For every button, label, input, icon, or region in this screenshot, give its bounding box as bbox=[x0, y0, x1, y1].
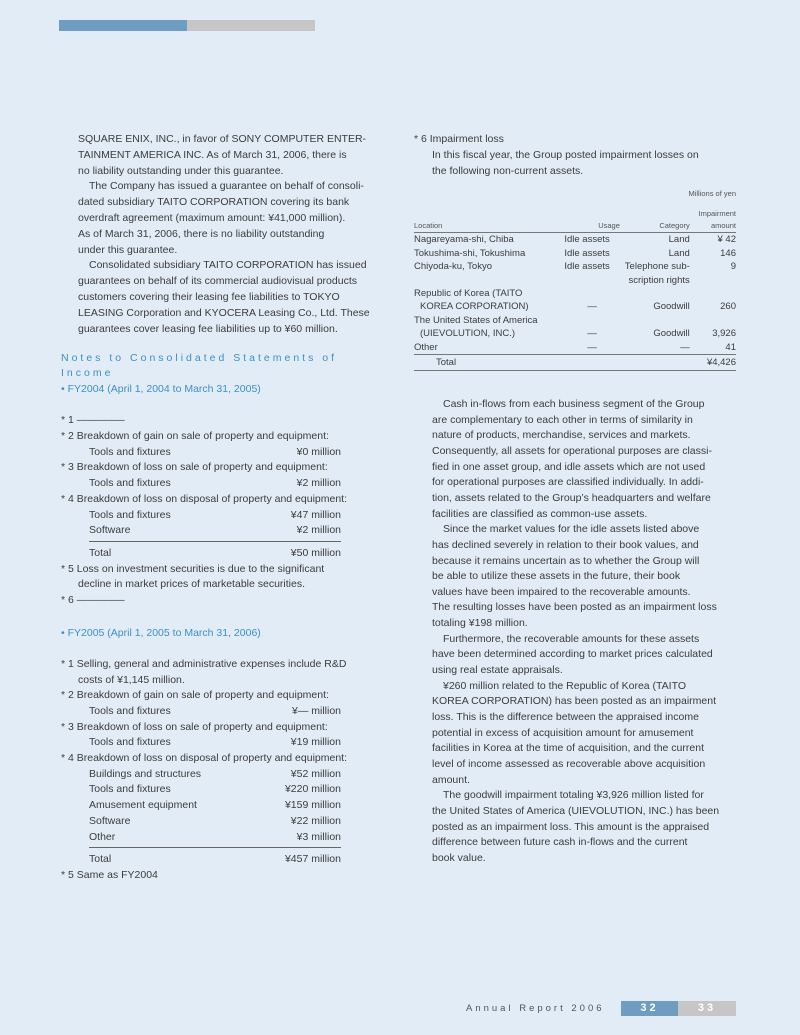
asterisk-icon: * bbox=[61, 594, 66, 607]
table-cell: Goodwill bbox=[653, 301, 690, 313]
intro-line: customers covering their leasing fee liabilities to TOKYO bbox=[78, 290, 340, 303]
body-line: totaling ¥198 million. bbox=[432, 617, 528, 630]
asterisk-icon: * bbox=[61, 562, 66, 575]
body-line: KOREA CORPORATION) has been posted as an impairment bbox=[432, 695, 717, 708]
table-cell: Tokushima-shi, Tokushima bbox=[414, 247, 526, 259]
body-line: Since the market values for the idle assets listed above bbox=[443, 523, 700, 536]
table-cell bbox=[564, 314, 620, 327]
table-cell: (UIEVOLUTION, INC.) bbox=[420, 328, 516, 340]
table-cell: — bbox=[587, 301, 597, 313]
table-cell bbox=[690, 314, 736, 327]
intro-line: TAINMENT AMERICA INC. As of March 31, 2006, there is bbox=[78, 148, 347, 161]
column-header: Location bbox=[414, 208, 564, 233]
note-5: * 5 Loss on investment securities is due to the significant decline in market prices of marketable securities. bbox=[61, 562, 325, 591]
amount-row: Tools and fixtures ¥220 million bbox=[89, 783, 341, 796]
fy2004-heading: • FY2004 (April 1, 2004 to March 31, 2005) bbox=[61, 383, 261, 396]
asterisk-icon: * bbox=[61, 492, 66, 505]
body-line: Consequently, all assets for operational purposes are classi- bbox=[432, 444, 712, 457]
table-cell: The United States of America bbox=[414, 314, 538, 326]
table-cell: — bbox=[587, 328, 597, 340]
body-line: for operational purposes are classified individually. In addi- bbox=[432, 476, 704, 489]
note-4: * 4 Breakdown of loss on disposal of property and equipment: bbox=[61, 751, 363, 767]
note-6: * 6 ———–— bbox=[61, 593, 363, 609]
footer-title: Annual Report 2006 bbox=[466, 1003, 605, 1014]
table-row bbox=[414, 287, 736, 300]
table-cell: 146 bbox=[720, 247, 736, 259]
table-cell bbox=[620, 314, 690, 327]
amount-row: Tools and fixtures ¥19 million bbox=[89, 736, 341, 749]
body-line: have been determined according to market prices calculated bbox=[432, 648, 713, 661]
amount-total-row: Total ¥50 million bbox=[89, 546, 341, 559]
body-line: using real estate appraisals. bbox=[432, 664, 563, 677]
table-cell: Nagareyama-shi, Chiba bbox=[414, 234, 514, 246]
intro-line: Consolidated subsidiary TAITO CORPORATION has issued bbox=[89, 259, 367, 272]
table-cell: — bbox=[680, 341, 690, 353]
note-1: * 1 Selling, general and administrative expenses include R&D costs of ¥1,145 million. bbox=[61, 657, 347, 686]
body-line: are complementary to each other in terms of similarity in bbox=[432, 413, 693, 426]
right-column bbox=[414, 132, 736, 867]
table-cell: 9 bbox=[730, 261, 736, 273]
table-row bbox=[414, 314, 736, 327]
amount-row: Tools and fixtures ¥2 million bbox=[89, 477, 341, 490]
asterisk-icon: * bbox=[414, 133, 419, 145]
body-line: book value. bbox=[432, 851, 486, 864]
intro-line: LEASING Corporation and KYOCERA Leasing Co., Ltd. These bbox=[78, 306, 370, 319]
table-cell: 41 bbox=[725, 341, 736, 353]
body-line: posted as an impairment loss. This amount is the appraised bbox=[432, 820, 710, 833]
table-cell: 3,926 bbox=[712, 328, 736, 340]
table-row bbox=[414, 327, 736, 340]
intro-line: guarantees cover leasing fee liabilities up to ¥60 million. bbox=[78, 322, 338, 335]
amount-row: Tools and fixtures ¥47 million bbox=[89, 508, 341, 521]
note-3: * 3 Breakdown of loss on sale of property and equipment: bbox=[61, 460, 363, 476]
impairment-table bbox=[414, 208, 736, 371]
body-line: be able to utilize these assets in the future, their book bbox=[432, 570, 681, 583]
body-line: the United States of America (UIEVOLUTION, INC.) has been bbox=[432, 805, 720, 818]
table-cell: ¥ 42 bbox=[717, 234, 736, 246]
intro-line: under this guarantee. bbox=[78, 243, 178, 256]
asterisk-icon: * bbox=[61, 752, 66, 765]
table-cell bbox=[564, 287, 620, 300]
body-line: amount. bbox=[432, 773, 470, 786]
table-row bbox=[414, 260, 736, 273]
header-bar-accent bbox=[59, 20, 187, 31]
body-line: The resulting losses have been posted as an impairment loss bbox=[432, 601, 717, 614]
unit-label: Millions of yen bbox=[688, 189, 736, 199]
guarantee-paragraphs bbox=[61, 132, 370, 337]
body-line: fied in one asset group, and idle assets which are not used bbox=[432, 460, 706, 473]
intro-line: guarantees on behalf of its commercial audiovisual products bbox=[78, 275, 357, 288]
amount-row: Buildings and structures ¥52 million bbox=[89, 767, 341, 780]
table-cell: Idle assets bbox=[564, 247, 610, 259]
asterisk-icon: * bbox=[61, 720, 66, 733]
table-cell: Land bbox=[668, 234, 690, 246]
fy2005-heading: • FY2005 (April 1, 2005 to March 31, 2006) bbox=[61, 626, 261, 639]
left-column bbox=[61, 132, 370, 884]
amount-row: Other ¥3 million bbox=[89, 830, 341, 849]
body-line: Furthermore, the recoverable amounts for these assets bbox=[443, 632, 700, 645]
body-line: facilities are classified as common-use assets. bbox=[432, 507, 648, 520]
table-cell bbox=[690, 274, 736, 287]
body-line: level of income assessed as recoverable above acquisition bbox=[432, 758, 706, 771]
impairment-heading: * 6 Impairment loss bbox=[414, 132, 736, 148]
table-cell bbox=[564, 274, 620, 287]
intro-line: As of March 31, 2006, there is no liability outstanding bbox=[78, 227, 325, 240]
impairment-explanation bbox=[414, 397, 736, 867]
body-line: tion, assets related to the Group’s headquarters and welfare bbox=[432, 491, 711, 504]
section-title: Notes to Consolidated Statements of Income bbox=[61, 352, 338, 380]
asterisk-icon: * bbox=[61, 430, 66, 443]
note-1: * 1 ———–— bbox=[61, 413, 363, 429]
table-cell: Idle assets bbox=[564, 234, 610, 246]
body-line: potential in excess of acquisition amount for amusement bbox=[432, 726, 694, 739]
note-5: * 5 Same as FY2004 bbox=[61, 868, 363, 884]
column-header: Usage bbox=[564, 208, 620, 233]
table-row bbox=[414, 274, 736, 287]
column-header: Category bbox=[620, 208, 690, 233]
table-cell: 260 bbox=[720, 301, 736, 313]
page-number-left: 32 bbox=[621, 1001, 678, 1016]
table-cell: Idle assets bbox=[564, 261, 610, 273]
amount-row: Software ¥2 million bbox=[89, 523, 341, 542]
body-line: loss. This is the difference between the appraised income bbox=[432, 711, 699, 724]
table-cell: Republic of Korea (TAITO bbox=[414, 287, 523, 299]
note-4: * 4 Breakdown of loss on disposal of property and equipment: bbox=[61, 492, 363, 508]
intro-line: dated subsidiary TAITO CORPORATION covering its bank bbox=[78, 196, 350, 209]
body-line: Cash in-flows from each business segment of the Group bbox=[443, 397, 705, 410]
table-body bbox=[414, 233, 736, 355]
table-row bbox=[414, 233, 736, 247]
body-line: ¥260 million related to the Republic of Korea (TAITO bbox=[443, 679, 686, 692]
table-row bbox=[414, 247, 736, 260]
table-cell bbox=[620, 287, 690, 300]
amount-row: Tools and fixtures ¥— million bbox=[89, 704, 341, 717]
amount-row: Amusement equipment ¥159 million bbox=[89, 799, 341, 812]
column-header: Impairment amount bbox=[690, 208, 736, 233]
asterisk-icon: * bbox=[61, 689, 66, 702]
body-line: The goodwill impairment totaling ¥3,926 million listed for bbox=[443, 789, 704, 802]
table-cell bbox=[690, 287, 736, 300]
body-line: nature of products, merchandise, services and markets. bbox=[432, 429, 691, 442]
amount-row: Tools and fixtures ¥0 million bbox=[89, 445, 341, 458]
intro-line: SQUARE ENIX, INC., in favor of SONY COMPUTER ENTER- bbox=[78, 133, 367, 145]
asterisk-icon: * bbox=[61, 461, 66, 474]
asterisk-icon: * bbox=[61, 657, 66, 670]
table-row bbox=[414, 341, 736, 355]
table-header-row bbox=[414, 208, 736, 233]
table-cell: Goodwill bbox=[653, 328, 690, 340]
note-3: * 3 Breakdown of loss on sale of property and equipment: bbox=[61, 720, 363, 736]
body-line: values have been impaired to the recoverable amounts. bbox=[432, 585, 691, 598]
table-cell: Telephone sub- bbox=[624, 261, 690, 273]
note-2: * 2 Breakdown of gain on sale of property and equipment: bbox=[61, 688, 363, 704]
intro-line: overdraft agreement (maximum amount: ¥41,000 million). bbox=[78, 211, 346, 224]
intro-line: The Company has issued a guarantee on behalf of consoli- bbox=[89, 180, 364, 193]
table-cell: Chiyoda-ku, Tokyo bbox=[414, 261, 492, 273]
table-cell: KOREA CORPORATION) bbox=[420, 301, 529, 313]
table-cell: — bbox=[587, 341, 597, 353]
asterisk-icon: * bbox=[61, 868, 66, 881]
table-total-row: Total ¥4,426 bbox=[414, 354, 736, 370]
intro-line: no liability outstanding under this guarantee. bbox=[78, 164, 284, 177]
body-line: has declined severely in relation to their book values, and bbox=[432, 538, 699, 551]
amount-row: Software ¥22 million bbox=[89, 814, 341, 827]
table-cell: scription rights bbox=[628, 274, 690, 286]
note-2: * 2 Breakdown of gain on sale of property and equipment: bbox=[61, 429, 363, 445]
impairment-intro: In this fiscal year, the Group posted impairment losses on the following non-current assets. bbox=[432, 148, 699, 177]
amount-total-row: Total ¥457 million bbox=[89, 853, 341, 866]
table-row bbox=[414, 300, 736, 313]
page-number-right: 33 bbox=[678, 1001, 736, 1016]
table-cell bbox=[414, 274, 564, 287]
body-line: difference between future cash in-flows and the current bbox=[432, 836, 688, 849]
body-line: facilities in Korea at the time of acquisition, and the current bbox=[432, 742, 704, 755]
table-cell: Land bbox=[668, 247, 690, 259]
header-bar bbox=[59, 20, 315, 31]
table-cell: Other bbox=[414, 341, 438, 353]
asterisk-icon: * bbox=[61, 414, 66, 427]
body-line: because it remains uncertain as to whether the Group will bbox=[432, 554, 700, 567]
